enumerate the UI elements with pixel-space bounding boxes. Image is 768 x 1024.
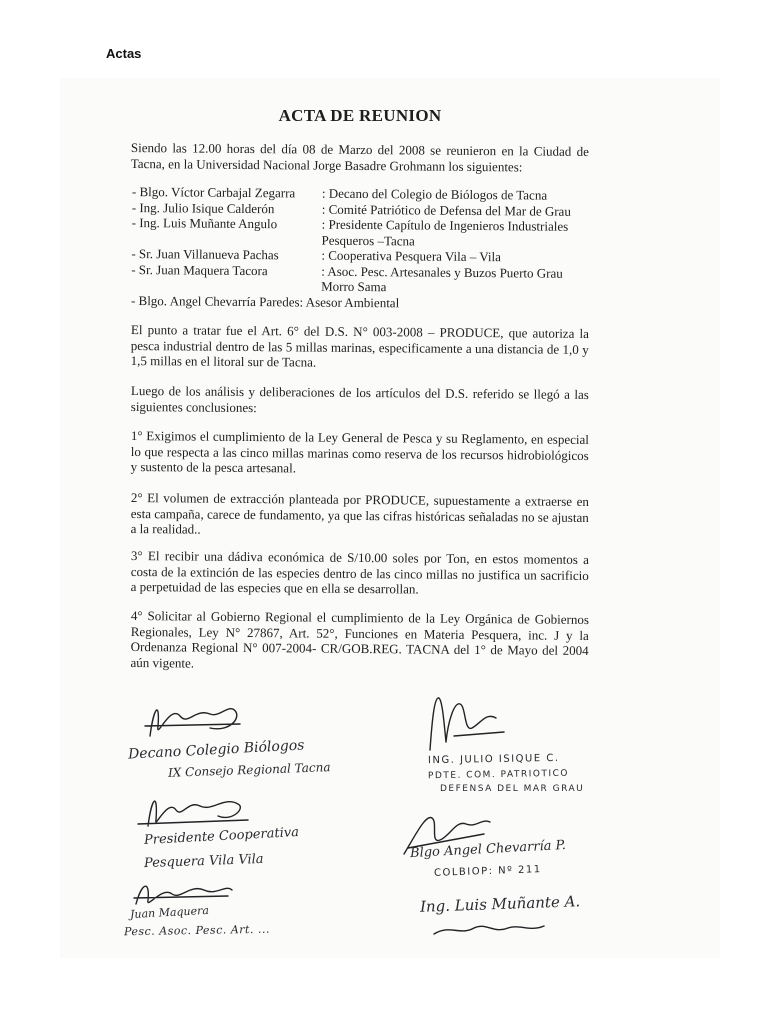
signature-caption: COLBIOP: Nº 211 bbox=[433, 864, 542, 879]
attendee-name: - Ing. Luis Muñante Angulo bbox=[131, 214, 278, 232]
signature-caption: Juan Maquera bbox=[129, 903, 210, 922]
signature-caption: Decano Colegio Biólogos bbox=[127, 737, 305, 763]
conclusion-text: 3° El recibir una dádiva económica de S/10.00 soles por Ton, en estos momentos a costa de la extinción de las especies dentro de las cinco millas no justifica un sacrificio a perpetuidad de las especies que en ella se desarrollan. bbox=[130, 548, 589, 597]
conclusion-text: 4° Solicitar al Gobierno Regional el cumplimiento de la Ley Orgánica de Gobiernos Regionales, Ley N° 27867, Art. 52°, Funciones en Materia Pesquera, inc. J y la Ordenanza Regional N° 007-2004- CR/GOB.REG. TACNA del 1° de Mayo del 2004 aún vigente. bbox=[130, 608, 589, 671]
attendee-role: : Cooperativa Pesquera Vila – Vila bbox=[321, 247, 502, 265]
attendee-name: - Sr. Juan Villanueva Pachas bbox=[131, 245, 279, 263]
attendee-role: : Presidente Capítulo de Ingenieros Industriales Pesqueros –Tacna bbox=[321, 216, 569, 248]
attendee-role: : Comité Patriótico de Defensa del Mar de Grau bbox=[321, 201, 571, 219]
page-label: Actas bbox=[106, 46, 142, 61]
attendee-name: - Blgo. Víctor Carbajal Zegarra bbox=[131, 184, 296, 201]
signature-caption: PDTE. COM. PATRIOTICO bbox=[427, 768, 570, 782]
attendee-name: - Sr. Juan Maquera Tacora bbox=[131, 261, 268, 278]
signature-scribble bbox=[128, 786, 258, 832]
signature-caption: IX Consejo Regional Tacna bbox=[167, 760, 331, 780]
signature-caption: Presidente Cooperativa bbox=[143, 824, 300, 849]
attendee-role: : Asoc. Pesc. Artesanales y Buzos Puerto Grau Morro Sama bbox=[321, 263, 563, 295]
signature-caption: Blgo Angel Chevarría P. bbox=[409, 837, 567, 862]
signature-caption: Pesc. Asoc. Pesc. Art. ... bbox=[123, 922, 271, 939]
document-title: ACTA DE REUNION bbox=[278, 106, 442, 125]
attendee-last: - Blgo. Angel Chevarría Paredes: Asesor Ambiental bbox=[130, 292, 400, 310]
point-text: El punto a tratar fue el Art. 6° del D.S. N° 003-2008 – PRODUCE, que autoriza la pesca industrial dentro de las 5 millas marinas, especificamente a una distancia de 1,0 y 1,5 millas en el litoral sur de Tacna. bbox=[130, 322, 589, 370]
signature-caption: Ing. Luis Muñante A. bbox=[419, 892, 581, 916]
signature-caption: Pesquera Vila Vila bbox=[143, 851, 264, 872]
signature-scribble bbox=[424, 692, 514, 754]
intro-text: Siendo las 12.00 horas del día 08 de Marzo del 2008 se reunieron en la Ciudad de Tacna, en la Universidad Nacional Jorge Basadre Grohmann los siguientes: bbox=[130, 140, 589, 174]
conclusion-text: 1° Exigimos el cumplimiento de la Ley General de Pesca y su Reglamento, en especial lo que respecta a las cinco millas marinas como reserva de los recursos hidrobiológicos y sustento de la pesca artesanal. bbox=[130, 428, 589, 476]
signature-caption: DEFENSA DEL MAR GRAU bbox=[440, 784, 585, 794]
signature-scribble bbox=[430, 918, 550, 942]
signature-caption: ING. JULIO ISIQUE C. bbox=[427, 752, 560, 767]
signature-scribble bbox=[140, 696, 250, 746]
attendee-name: - Ing. Julio Isique Calderón bbox=[131, 199, 275, 216]
analysis-text: Luego de los análisis y deliberaciones de los artículos del D.S. referido se llegó a las siguientes conclusiones: bbox=[130, 383, 589, 415]
attendee-role: : Decano del Colegio de Biólogos de Tacna bbox=[321, 185, 548, 203]
conclusion-text: 2° El volumen de extracción planteada por PRODUCE, supuestamente a extraerse en esta campaña, carece de fundamento, ya que las cifras históricas señaladas no se ajustan a la realidad.. bbox=[130, 490, 589, 537]
